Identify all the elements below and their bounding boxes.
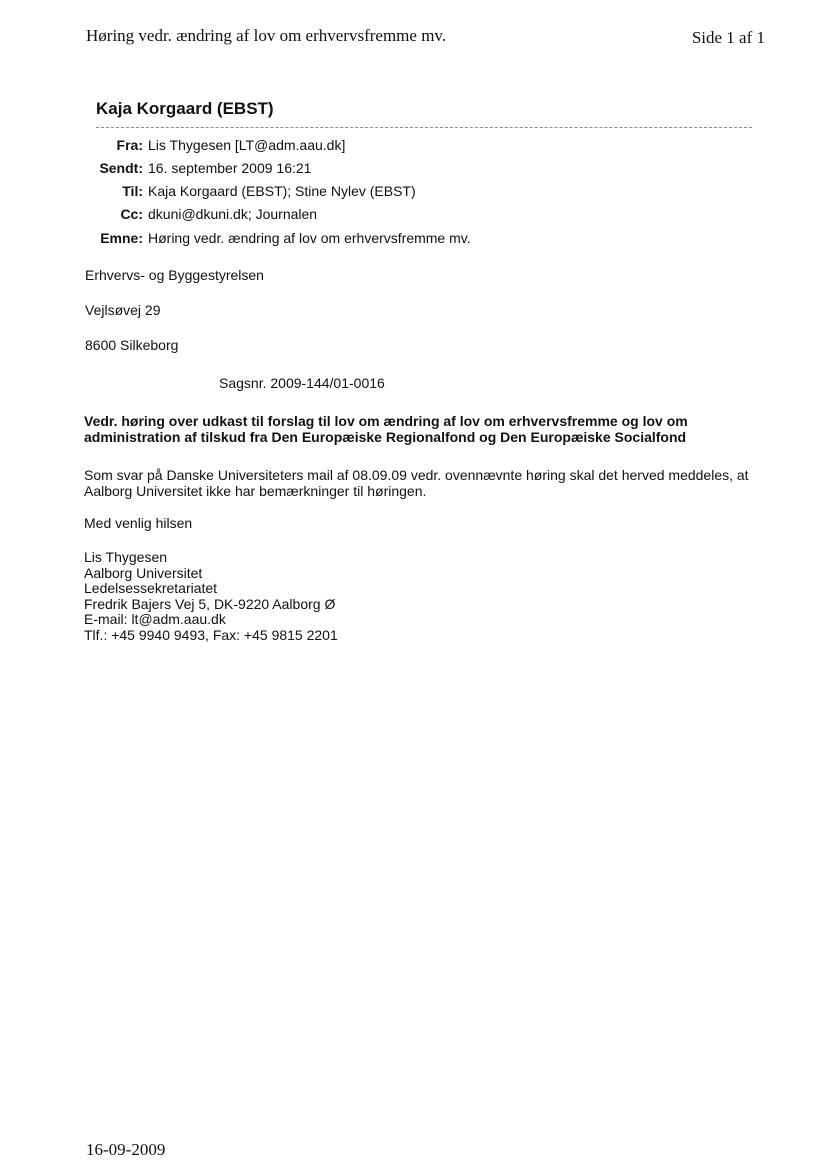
address-line: Erhvervs- og Byggestyrelsen [85,267,264,283]
signature-organization: Aalborg Universitet [84,564,203,581]
subject-value: Høring vedr. ændring af lov om erhvervsfremme mv. [148,230,471,246]
address-line: 8600 Silkeborg [85,337,179,353]
cc-value: dkuni@dkuni.dk; Journalen [148,206,318,222]
page-number: Side 1 af 1 [691,28,765,47]
to-label: Til: [122,183,143,199]
case-number: Sagsnr. 2009-144/01-0016 [219,375,385,391]
subject-heading: Vedr. høring over udkast til forslag til lov om ændring af lov om erhvervsfremme og lov om administration af tilskud fra Den Europæiske Regionalfond og Den Europæiske Socialfond [84,413,688,445]
signature-phone: Tlf.: +45 9940 9493, Fax: +45 9815 2201 [84,626,338,643]
header-row-subject [0,230,826,250]
body-paragraph: Som svar på Danske Universiteters mail af 08.09.09 vedr. ovennævnte høring skal det herved meddeles, at Aalborg Universitet ikke har bemærkninger til høringen. [84,467,749,499]
signature-block [84,550,338,643]
header-row-to [0,183,826,203]
footer-date: 16-09-2009 [86,1140,166,1159]
signature-email: E-mail: lt@adm.aau.dk [84,611,226,627]
mailbox-owner: Kaja Korgaard (EBST) [96,99,274,118]
to-value: Kaja Korgaard (EBST); Stine Nylev (EBST) [148,183,416,199]
signature-name: Lis Thygesen [84,549,168,565]
header-row-from [0,137,826,157]
page-header-title: Høring vedr. ændring af lov om erhvervsfremme mv. [86,26,447,45]
header-row-cc [0,206,826,226]
signature-address: Fredrik Bajers Vej 5, DK-9220 Aalborg Ø [84,595,336,612]
header-divider [96,127,752,128]
from-value: Lis Thygesen [LT@adm.aau.dk] [148,137,346,153]
sent-label: Sendt: [99,160,143,176]
signature-department: Ledelsessekretariatet [84,580,218,596]
cc-label: Cc: [120,206,143,222]
from-label: Fra: [116,137,143,153]
header-row-sent [0,160,826,180]
closing: Med venlig hilsen [84,515,193,531]
address-line: Vejlsøvej 29 [85,302,161,318]
sent-value: 16. september 2009 16:21 [148,160,312,176]
subject-label: Emne: [100,230,143,246]
